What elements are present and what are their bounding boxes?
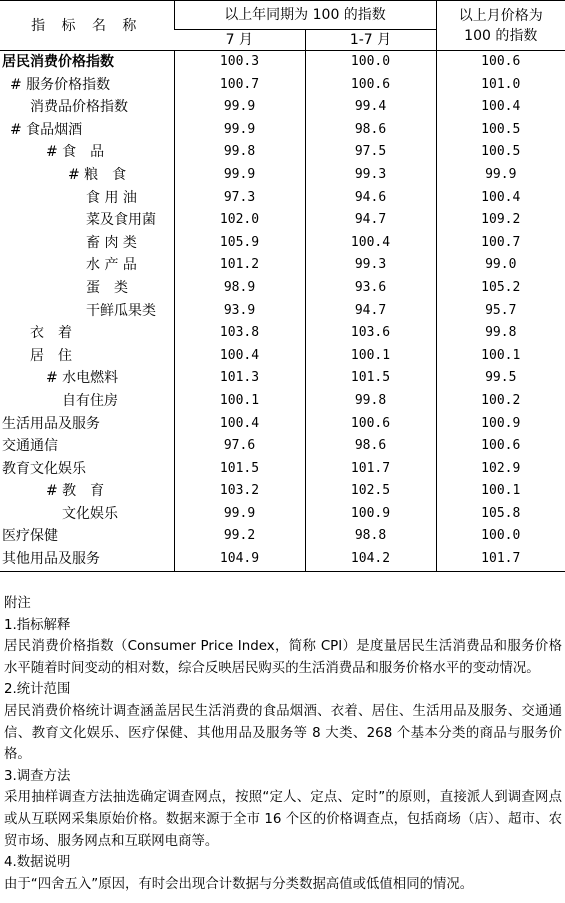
header-mom-line1: 以上月价格为 <box>458 7 543 24</box>
table-row <box>0 254 565 277</box>
row-value-ytd: 94.7 <box>305 209 436 232</box>
row-value-mom: 99.8 <box>436 322 565 345</box>
table-row <box>0 367 565 390</box>
row-label: # 粮 食 <box>68 166 127 183</box>
row-value-ytd: 100.0 <box>305 51 436 74</box>
table-row <box>0 458 565 481</box>
row-value-ytd: 100.4 <box>305 232 436 255</box>
row-value-ytd: 94.6 <box>305 187 436 210</box>
row-value-month: 100.1 <box>174 390 305 413</box>
notes-s3-title: 3.调查方法 <box>4 768 71 784</box>
row-value-ytd: 100.6 <box>305 74 436 97</box>
row-value-month: 100.4 <box>174 345 305 368</box>
row-value-mom: 100.1 <box>436 345 565 368</box>
row-label: 其他用品及服务 <box>0 548 174 571</box>
row-value-mom: 100.4 <box>436 187 565 210</box>
row-value-ytd: 93.6 <box>305 277 436 300</box>
row-value-month: 103.8 <box>174 322 305 345</box>
notes-s2-text: 居民消费价格统计调查涵盖居民生活消费的食品烟酒、衣着、居住、生活用品及服务、交通通信、教育文化娱乐、医疗保健、其他用品及服务等 8 大类、268 个基本分类的商品与服务价格。 <box>4 703 562 763</box>
row-value-mom: 99.9 <box>436 164 565 187</box>
header-yoy: 以上年同期为 100 的指数 <box>174 1 436 30</box>
row-value-mom: 100.1 <box>436 480 565 503</box>
notes-s4-title: 4.数据说明 <box>4 855 71 871</box>
row-value-ytd: 99.8 <box>305 390 436 413</box>
row-value-month: 100.3 <box>174 51 305 74</box>
table-row <box>0 300 565 323</box>
row-value-month: 101.3 <box>174 367 305 390</box>
table-row <box>0 74 565 97</box>
row-value-month: 99.9 <box>174 96 305 119</box>
table-row <box>0 96 565 119</box>
table-row <box>0 141 565 164</box>
row-label: 食 用 油 <box>86 189 137 206</box>
row-value-mom: 95.7 <box>436 300 565 323</box>
notes-s3-text: 采用抽样调查方法抽选确定调查网点，按照“定人、定点、定时”的原则，直接派人到调查网点或从互联网采集原始价格。数据来源于全市 16 个区的价格调查点，包括商场（店）、超市、农贸市场、服务网点和互联网电商等。 <box>4 790 562 849</box>
table-row <box>0 503 565 526</box>
table-row <box>0 322 565 345</box>
row-value-ytd: 98.8 <box>305 525 436 548</box>
row-value-ytd: 94.7 <box>305 300 436 323</box>
table-row <box>0 51 565 74</box>
row-value-ytd: 104.2 <box>305 548 436 571</box>
row-value-mom: 100.5 <box>436 119 565 142</box>
row-value-mom: 100.9 <box>436 413 565 436</box>
row-value-month: 99.9 <box>174 119 305 142</box>
row-label: # 教 育 <box>46 483 105 500</box>
table-row <box>0 390 565 413</box>
table-row <box>0 164 565 187</box>
row-value-month: 99.8 <box>174 141 305 164</box>
table-row <box>0 187 565 210</box>
header-indicator-name: 指 标 名 称 <box>0 1 174 51</box>
header-month: 7 月 <box>174 30 305 51</box>
row-value-ytd: 102.5 <box>305 480 436 503</box>
table-row <box>0 435 565 458</box>
row-value-mom: 100.2 <box>436 390 565 413</box>
table-row <box>0 119 565 142</box>
row-label: 畜 肉 类 <box>86 234 137 251</box>
row-value-month: 97.3 <box>174 187 305 210</box>
row-value-mom: 105.8 <box>436 503 565 526</box>
row-label: # 食品烟酒 <box>10 121 83 138</box>
row-value-month: 101.5 <box>174 458 305 481</box>
table-row <box>0 345 565 368</box>
row-label: 自有住房 <box>62 392 118 409</box>
notes-s2-title: 2.统计范围 <box>4 682 71 698</box>
row-value-ytd: 101.5 <box>305 367 436 390</box>
row-value-ytd: 100.6 <box>305 413 436 436</box>
header-mom <box>436 1 565 51</box>
notes-title: 附注 <box>4 596 31 611</box>
row-value-mom: 99.5 <box>436 367 565 390</box>
row-value-ytd: 103.6 <box>305 322 436 345</box>
row-value-ytd: 99.4 <box>305 96 436 119</box>
row-value-ytd: 100.9 <box>305 503 436 526</box>
table-row <box>0 209 565 232</box>
row-value-mom: 100.0 <box>436 525 565 548</box>
row-value-mom: 109.2 <box>436 209 565 232</box>
row-value-month: 104.9 <box>174 548 305 571</box>
row-value-mom: 100.7 <box>436 232 565 255</box>
row-value-mom: 100.5 <box>436 141 565 164</box>
row-value-month: 99.9 <box>174 503 305 526</box>
row-value-month: 103.2 <box>174 480 305 503</box>
row-value-mom: 101.0 <box>436 74 565 97</box>
row-value-month: 100.7 <box>174 74 305 97</box>
row-label: 消费品价格指数 <box>30 99 128 116</box>
row-value-month: 99.2 <box>174 525 305 548</box>
row-value-month: 105.9 <box>174 232 305 255</box>
row-value-month: 100.4 <box>174 413 305 436</box>
row-value-mom: 101.7 <box>436 548 565 571</box>
row-value-ytd: 100.1 <box>305 345 436 368</box>
row-value-mom: 100.6 <box>436 435 565 458</box>
row-value-ytd: 99.3 <box>305 164 436 187</box>
table-row <box>0 413 565 436</box>
row-label: # 食 品 <box>46 144 105 161</box>
row-label: 文化娱乐 <box>62 505 118 522</box>
row-value-ytd: 98.6 <box>305 435 436 458</box>
notes-s1-title: 1.指标解释 <box>4 617 71 633</box>
row-label: 水 产 品 <box>86 257 137 274</box>
header-mom-line2: 100 的指数 <box>464 27 538 44</box>
row-value-month: 102.0 <box>174 209 305 232</box>
row-label: 居 住 <box>30 347 72 364</box>
row-label: # 水电燃料 <box>46 370 119 387</box>
row-value-ytd: 101.7 <box>305 458 436 481</box>
row-label: 菜及食用菌 <box>86 212 156 229</box>
row-value-ytd: 98.6 <box>305 119 436 142</box>
row-value-mom: 100.4 <box>436 96 565 119</box>
row-value-ytd: 99.3 <box>305 254 436 277</box>
table-row <box>0 277 565 300</box>
table-row <box>0 480 565 503</box>
header-ytd: 1-7 月 <box>305 30 436 51</box>
row-value-mom: 99.0 <box>436 254 565 277</box>
row-value-month: 98.9 <box>174 277 305 300</box>
row-value-month: 99.9 <box>174 164 305 187</box>
row-label: 教育文化娱乐 <box>2 460 86 477</box>
row-value-mom: 100.6 <box>436 51 565 74</box>
table-row <box>0 525 565 548</box>
notes-s1-text: 居民消费价格指数（Consumer Price Index，简称 CPI）是度量居民生活消费品和服务价格水平随着时间变动的相对数，综合反映居民购买的生活消费品和服务价格水平的变动情况。 <box>4 639 562 676</box>
row-value-month: 101.2 <box>174 254 305 277</box>
notes-s4-text: 由于“四舍五入”原因，有时会出现合计数据与分类数据高值或低值相同的情况。 <box>4 876 474 892</box>
row-label: # 服务价格指数 <box>10 76 111 93</box>
row-label: 蛋 类 <box>86 279 128 296</box>
row-label: 医疗保健 <box>2 528 58 545</box>
row-value-month: 93.9 <box>174 300 305 323</box>
table-body <box>0 51 565 572</box>
table-row <box>0 232 565 255</box>
row-value-mom: 105.2 <box>436 277 565 300</box>
row-label: 衣 着 <box>30 325 72 342</box>
row-value-mom: 102.9 <box>436 458 565 481</box>
table-row <box>0 548 565 571</box>
row-label: 干鲜瓜果类 <box>86 302 156 319</box>
notes-section <box>4 593 562 895</box>
row-label: 居民消费价格指数 <box>2 54 114 70</box>
row-label: 交通通信 <box>2 438 58 455</box>
row-label: 生活用品及服务 <box>2 415 100 432</box>
row-value-ytd: 97.5 <box>305 141 436 164</box>
row-value-month: 97.6 <box>174 435 305 458</box>
